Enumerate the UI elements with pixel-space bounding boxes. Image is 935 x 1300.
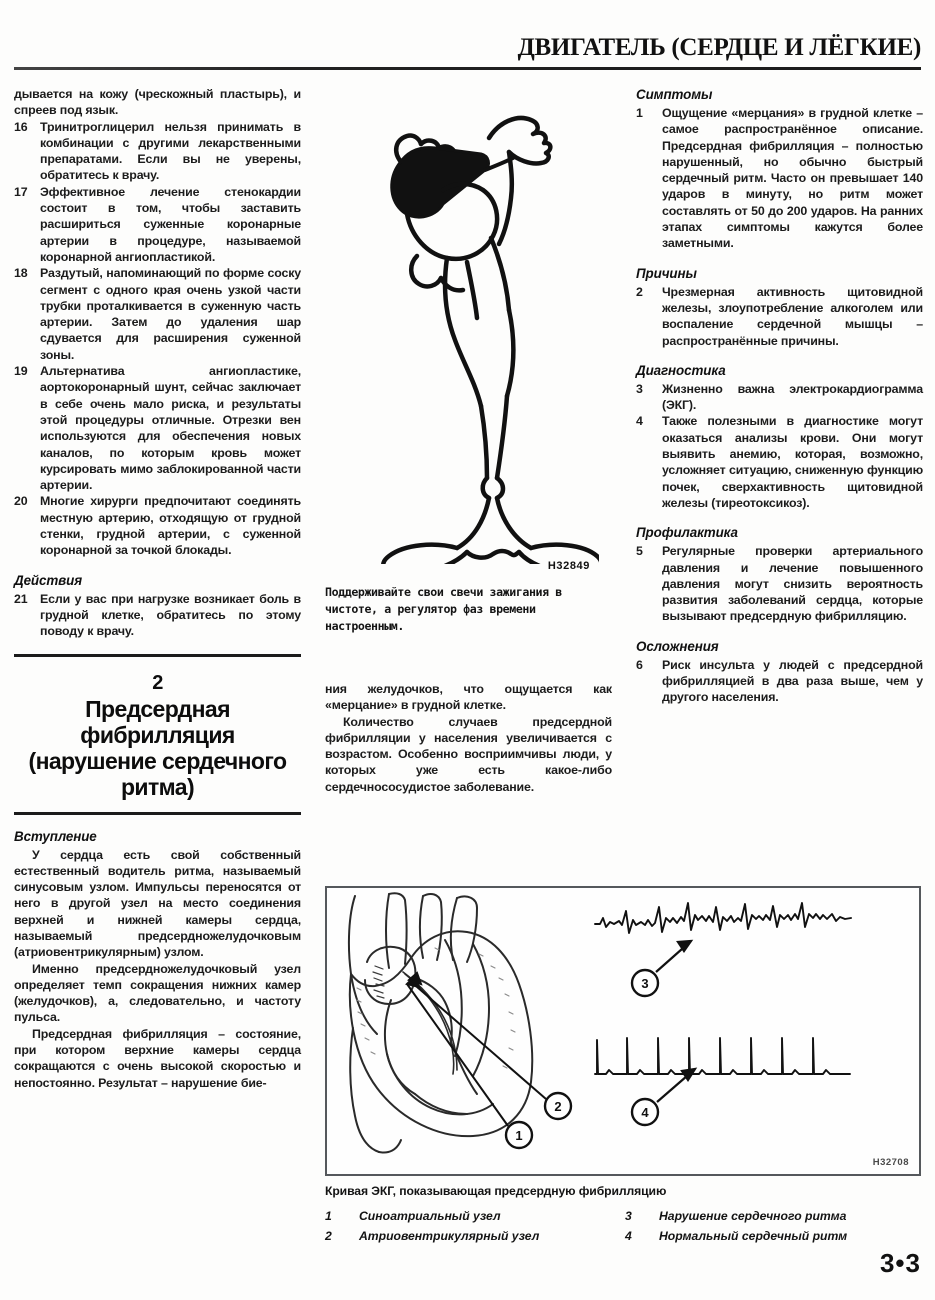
intro-paragraph-3: Предсердная фибрилляция – состояние, при котором верхние камеры сердца сокращаются с очень высокой скоростью и непостоянно. Результат – нарушение бие-: [14, 1026, 301, 1090]
legend-column-left: [325, 1206, 625, 1246]
paragraph-number: 1: [636, 106, 643, 120]
continued-paragraph: дывается на кожу (чрескожный пластырь), и спреев под язык.: [14, 87, 301, 118]
intro-paragraph-1: У сердца есть свой собственный естественный водитель ритма, называемый синусовым узлом. Импульсы переносятся от него в другой узел на место соединения верхней и нижней камеры сердца, называемый предсердножелудочковым (атриовентрикулярным) узлом.: [14, 847, 301, 960]
section-heading-causes: Причины: [636, 265, 697, 281]
page-number: 3•3: [879, 1248, 921, 1278]
paragraph-text: Жизненно важна электрокардиограмма (ЭКГ).: [662, 381, 923, 413]
paragraph-text: Чрезмерная активность щитовидной железы, злоупотребление алкоголем или воспаление сердечной мышцы – распространённые причины.: [662, 284, 923, 348]
legend-label: Атриовентрикулярный узел: [359, 1229, 540, 1243]
paragraph-text: Раздутый, напоминающий по форме соску сегмент с одного края очень узкой части трубки проталкивается в суженную часть артерии. Затем до удаления шар сдувается для расширения суженной зоны.: [40, 266, 301, 362]
left-column: [14, 86, 301, 1091]
ecg-figure-box: [325, 886, 921, 1176]
chapter-rule-bottom: [14, 812, 301, 815]
paragraph-text: Альтернатива ангиопластике, аортокоронарный шунт, сейчас заключает в себе очень мало риска, и результаты этой процедуры отличные. Отрезки вен используются для обеспечения новых каналов, по которым кровь может курсировать мимо заблокированной части артерии.: [40, 364, 301, 493]
intro-paragraph-2: Именно предсердножелудочковый узел определяет темп сокращения нижних камер (желудочков), а, следовательно, и частоту пульса.: [14, 961, 301, 1025]
paragraph-text: Многие хирурги предпочитают соединять местную артерию, отходящую от грудной стенки, грудной артерии, с суженной коронарной за точкой блокады.: [40, 494, 301, 558]
chapter-title: [14, 657, 301, 812]
chapter-heading-block: [14, 654, 301, 815]
middle-column: [325, 86, 612, 795]
paragraph-number: 17: [14, 184, 28, 199]
legend-item-3: [625, 1206, 925, 1226]
section-heading-prevention: Профилактика: [636, 525, 738, 541]
heart-anatomy-icon: [349, 893, 532, 1152]
legend-item-4: [625, 1226, 925, 1246]
middle-paragraph-2: Количество случаев предсердной фибрилляции у населения увеличивается с возрастом. Особенно восприимчивы люди, у которых уже есть какое-либо сердечнососудистое заболевание.: [325, 714, 612, 794]
numbered-paragraph-18: [14, 265, 301, 363]
legend-label: Синоатриальный узел: [359, 1209, 501, 1223]
numbered-paragraph-21: [14, 591, 301, 640]
callout-3: [632, 970, 658, 996]
ecg-trace-fibrillation: [595, 903, 851, 933]
figure-legend: [325, 1206, 925, 1246]
right-column: [636, 86, 923, 706]
paragraph-text: Тринитроглицерил нельзя принимать в комбинации с другими лекарственными препаратами. Если вы не уверены, обратитесь к врачу.: [40, 119, 301, 183]
prevention-item-5: [636, 543, 923, 624]
cause-item-2: [636, 284, 923, 349]
paragraph-number: 5: [636, 544, 643, 559]
paragraph-text: Эффективное лечение стенокардии состоит в том, чтобы заставить расшириться суженные коронарные артерии в процедуре, называемой коронарной ангиопластикой.: [40, 184, 301, 264]
paragraph-number: 20: [14, 494, 28, 509]
section-heading-actions: Действия: [14, 572, 83, 588]
ecg-trace-normal: [595, 1038, 850, 1074]
figure-id-code: H32708: [872, 1157, 909, 1168]
svg-text:1: 1: [515, 1128, 523, 1143]
paragraph-number: 18: [14, 266, 28, 281]
legend-number: 3: [625, 1209, 632, 1223]
section-heading-diagnostics: Диагностика: [636, 362, 726, 378]
mechanic-cartoon-icon: [339, 86, 599, 564]
figure-caption: Кривая ЭКГ, показывающая предсердную фибрилляцию: [325, 1184, 667, 1198]
diagnostic-item-3: [636, 381, 923, 414]
numbered-paragraph-16: [14, 119, 301, 184]
legend-number: 2: [325, 1229, 332, 1243]
numbered-paragraph-19: [14, 363, 301, 493]
legend-column-right: [625, 1206, 925, 1246]
paragraph-text: Если у вас при нагрузке возникает боль в грудной клетке, обратитесь по этому поводу к врачу.: [40, 591, 301, 639]
legend-number: 4: [625, 1229, 632, 1243]
paragraph-number: 3: [636, 381, 643, 396]
svg-text:2: 2: [554, 1099, 562, 1114]
page-header: [14, 26, 921, 70]
chapter-title-text: Предсердная фибрилляция (нарушение сердечного ритма): [28, 695, 287, 800]
svg-text:4: 4: [641, 1105, 649, 1120]
svg-text:3: 3: [641, 976, 649, 991]
middle-paragraph-1: ния желудочков, что ощущается как «мерцание» в грудной клетке.: [325, 682, 612, 713]
numbered-paragraph-17: [14, 184, 301, 265]
paragraph-number: 2: [636, 284, 643, 299]
cartoon-illustration: [325, 86, 612, 572]
paragraph-number: 16: [14, 119, 28, 134]
cartoon-caption: Поддерживайте свои свечи зажигания в чистоте, а регулятор фаз времени настроенным.: [325, 585, 562, 633]
paragraph-text: Регулярные проверки артериального давления и лечение повышенного давления могут снизить вероятность развития заболеваний сердца, которые вызывают предсердную фибрилляцию.: [662, 544, 923, 624]
ecg-callout-leaders: [656, 941, 695, 1102]
paragraph-number: 4: [636, 414, 643, 429]
callout-4: [632, 1099, 658, 1125]
paragraph-text: Ощущение «мерцания» в грудной клетке – самое распространённое описание. Предсердная фибрилляция – полностью нарушенный, но обычно быстрый сердечный ритм. Часто он превышает 140 ударов в минуту, но ритм может составлять от 50 до 200 ударов. На ранних этапах симптомы кажутся более заметными.: [662, 106, 923, 251]
paragraph-number: 19: [14, 364, 28, 379]
paragraph-number: 6: [636, 657, 643, 672]
cartoon-figure-code: H32849: [547, 560, 590, 572]
callout-1: [506, 1122, 532, 1148]
paragraph-text: Также полезными в диагностике могут оказаться анализы крови. Они могут выявить анемию, которая, возможно, усложняет ситуацию, сниженную функцию почек, сверхактивность щитовидной железы (тиреотоксикоз).: [662, 414, 923, 510]
legend-item-2: [325, 1226, 625, 1246]
complication-item-6: [636, 657, 923, 706]
heart-and-ecg-diagram: [327, 888, 919, 1174]
paragraph-number: 21: [14, 591, 28, 606]
symptom-item-1: [636, 105, 923, 252]
numbered-paragraph-20: [14, 493, 301, 558]
legend-number: 1: [325, 1209, 332, 1223]
legend-item-1: [325, 1206, 625, 1226]
section-heading-symptoms: Симптомы: [636, 87, 713, 102]
header-divider: [14, 67, 921, 70]
legend-label: Нормальный сердечный ритм: [659, 1229, 848, 1243]
section-heading-intro: Вступление: [14, 828, 97, 844]
callout-2: [545, 1093, 571, 1119]
chapter-number: 2: [152, 671, 163, 694]
diagnostic-item-4: [636, 413, 923, 511]
paragraph-text: Риск инсульта у людей с предсердной фибрилляцией в два раза выше, чем у другого населения.: [662, 657, 923, 705]
section-heading-complications: Осложнения: [636, 638, 719, 654]
legend-label: Нарушение сердечного ритма: [659, 1209, 847, 1223]
page-title: ДВИГАТЕЛЬ (СЕРДЦЕ И ЛЁГКИЕ): [517, 34, 921, 61]
